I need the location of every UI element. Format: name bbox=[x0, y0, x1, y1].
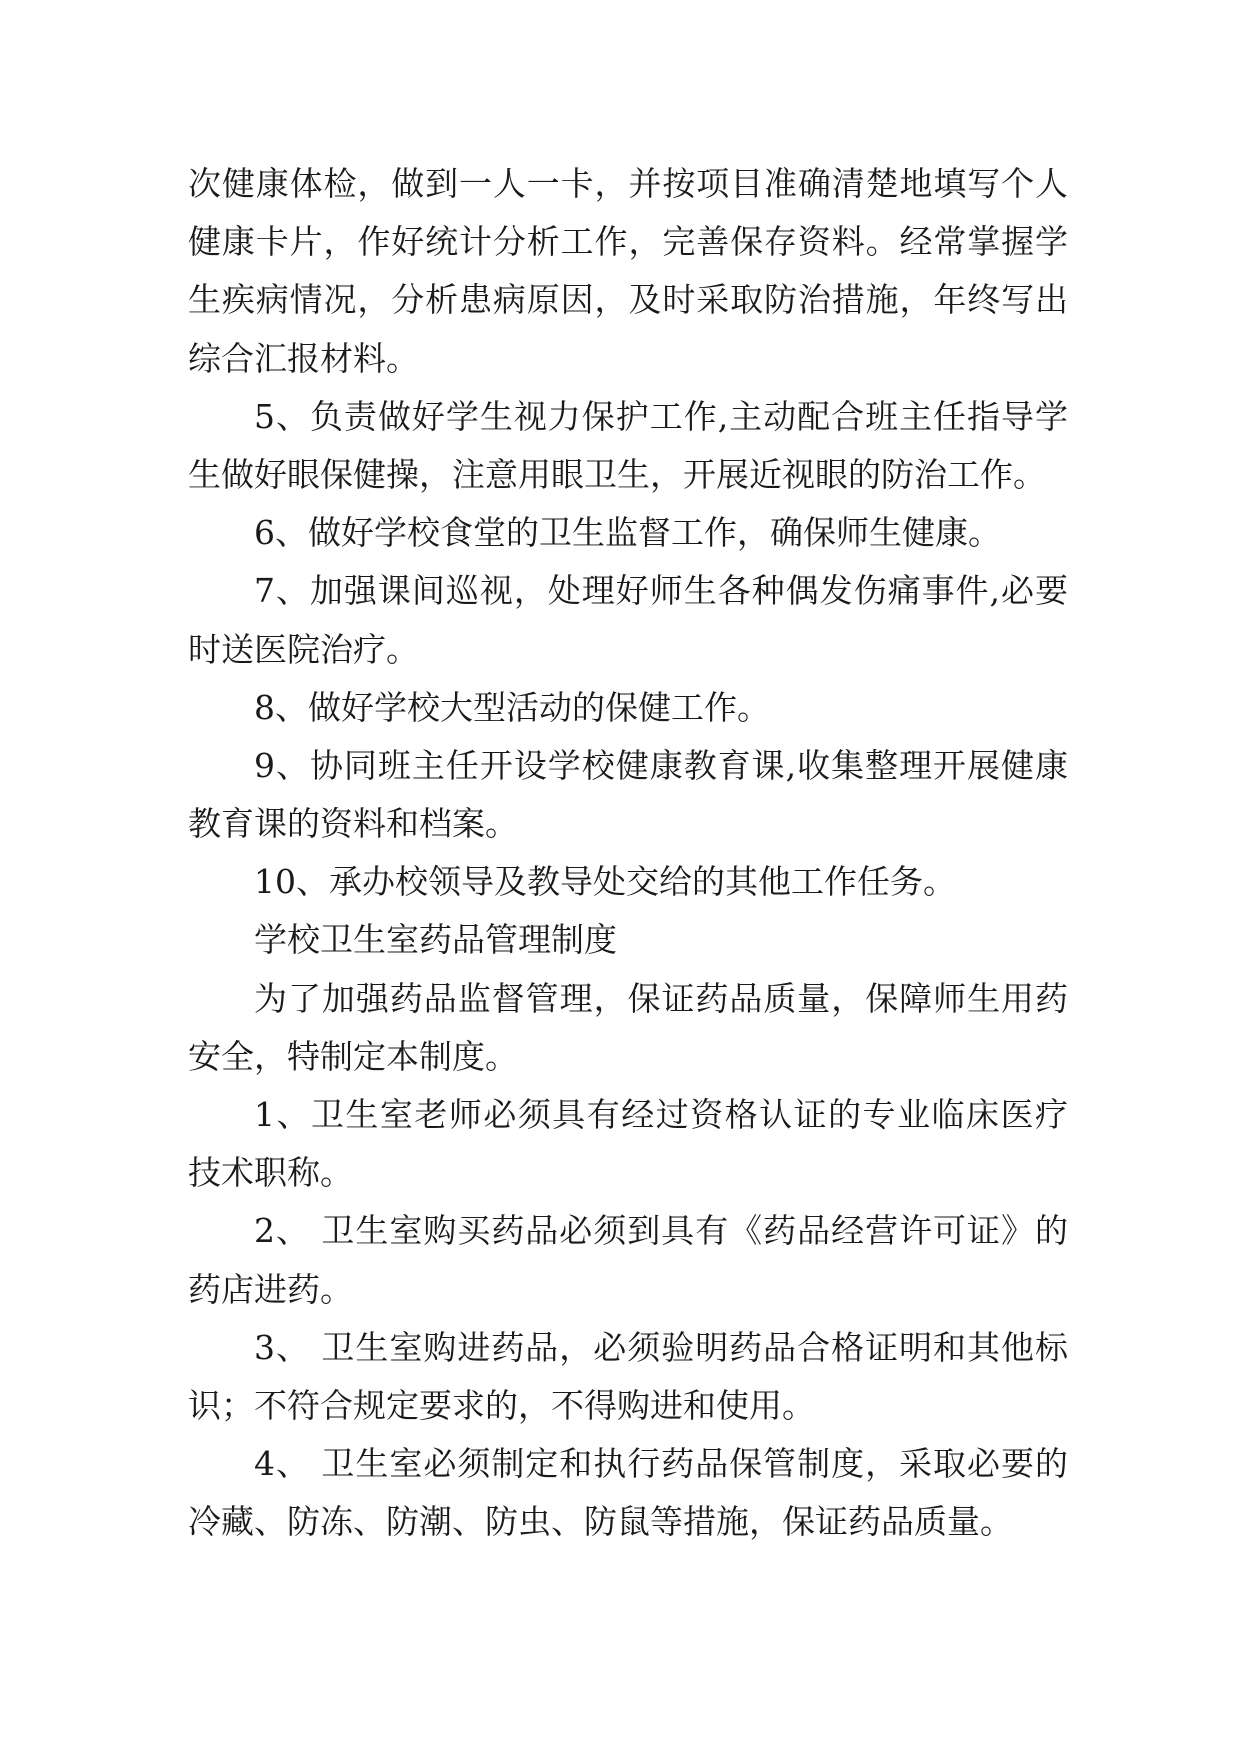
text-line: 时送医院治疗。 bbox=[188, 629, 419, 669]
text-line: 7、加强课间巡视，处理好师生各种偶发伤痛事件,必要 bbox=[254, 571, 1068, 611]
text-line: 3、 卫生室购进药品，必须验明药品合格证明和其他标 bbox=[254, 1327, 1068, 1367]
text-line: 安全，特制定本制度。 bbox=[188, 1036, 518, 1076]
text-line: 次健康体检，做到一人一卡，并按项目准确清楚地填写个人 bbox=[188, 164, 1068, 203]
text-line: 教育课的资料和档案。 bbox=[188, 804, 518, 844]
text-line: 冷藏、防冻、防潮、防虫、防鼠等措施，保证药品质量。 bbox=[188, 1502, 1013, 1542]
text-line: 药店进药。 bbox=[188, 1269, 353, 1309]
text-line: 10、承办校领导及教导处交给的其他工作任务。 bbox=[254, 862, 956, 902]
text-line: 2、 卫生室购买药品必须到具有《药品经营许可证》的 bbox=[254, 1211, 1068, 1251]
text-line: 为了加强药品监督管理，保证药品质量，保障师生用药 bbox=[254, 978, 1068, 1018]
text-line: 8、做好学校大型活动的保健工作。 bbox=[254, 687, 770, 727]
text-line: 生做好眼保健操，注意用眼卫生，开展近视眼的防治工作。 bbox=[188, 454, 1046, 494]
text-line: 综合汇报材料。 bbox=[188, 338, 419, 378]
text-line: 学校卫生室药品管理制度 bbox=[254, 920, 617, 960]
text-line: 4、 卫生室必须制定和执行药品保管制度，采取必要的 bbox=[254, 1444, 1068, 1484]
text-line: 生疾病情况，分析患病原因，及时采取防治措施，年终写出 bbox=[188, 280, 1068, 320]
text-line: 技术职称。 bbox=[188, 1153, 353, 1193]
text-line: 健康卡片，作好统计分析工作，完善保存资料。经常掌握学 bbox=[188, 222, 1068, 262]
text-line: 5、负责做好学生视力保护工作,主动配合班主任指导学 bbox=[254, 396, 1068, 436]
text-line: 6、做好学校食堂的卫生监督工作，确保师生健康。 bbox=[254, 513, 1001, 553]
text-line: 识；不符合规定要求的，不得购进和使用。 bbox=[188, 1385, 815, 1425]
text-line: 1、卫生室老师必须具有经过资格认证的专业临床医疗 bbox=[254, 1095, 1068, 1134]
text-line: 9、协同班主任开设学校健康教育课,收集整理开展健康 bbox=[254, 745, 1068, 785]
document-body bbox=[188, 155, 1068, 1552]
